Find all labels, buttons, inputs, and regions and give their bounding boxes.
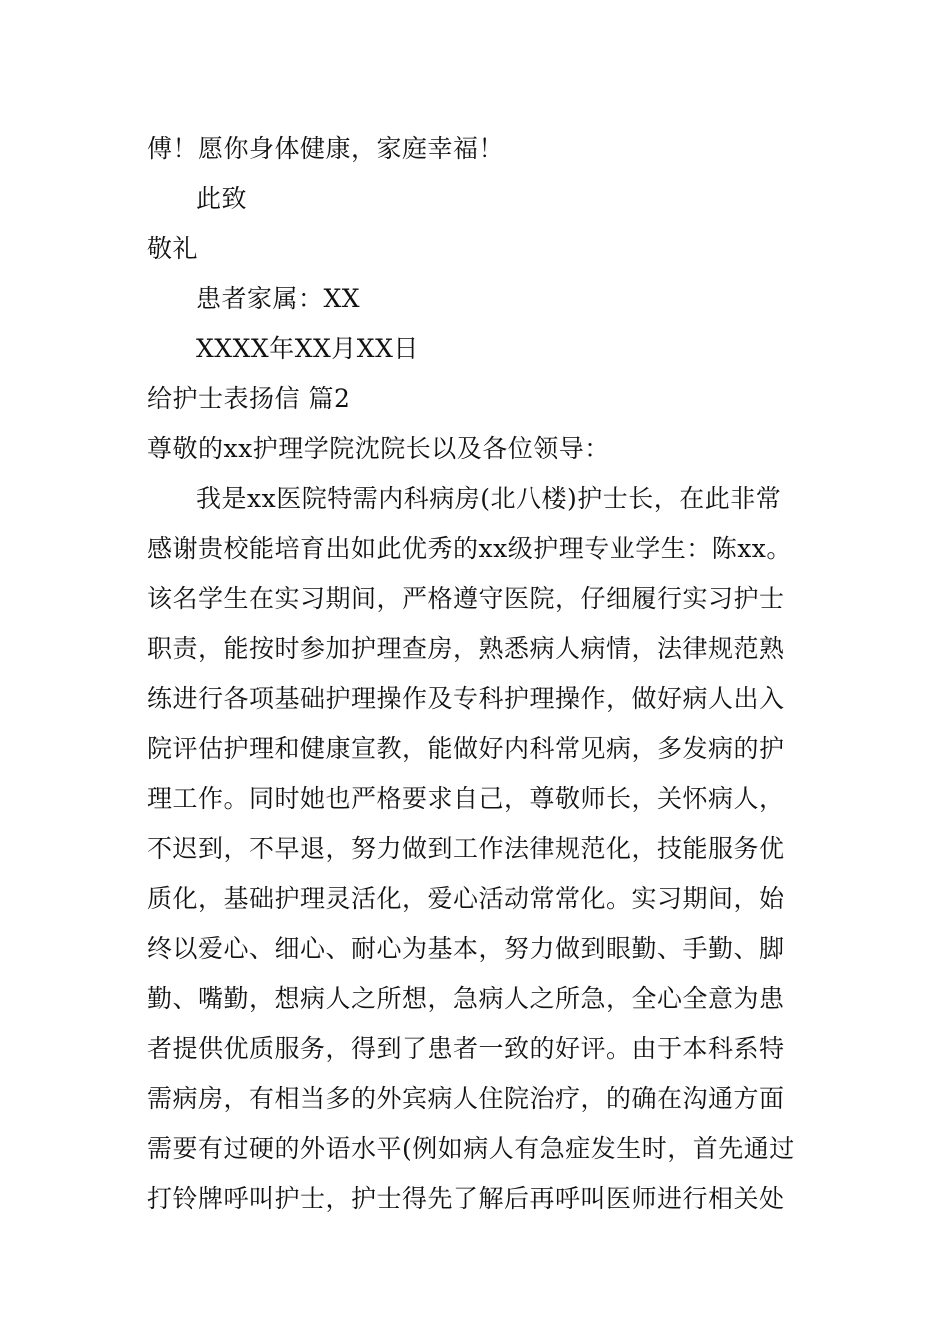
signer-line: 患者家属：XX [196,284,361,313]
body-line: 感谢贵校能培育出如此优秀的xx级护理专业学生：陈xx。 [147,534,792,563]
salutation-jingli: 敬礼 [147,234,199,263]
body-line: 终以爱心、细心、耐心为基本，努力做到眼勤、手勤、脚 [147,934,785,963]
body-line: 该名学生在实习期间，严格遵守医院，仔细履行实习护士 [147,584,785,613]
body-line: 需病房，有相当多的外宾病人住院治疗，的确在沟通方面 [147,1084,785,1113]
body-line: 院评估护理和健康宣教，能做好内科常见病，多发病的护 [147,734,785,763]
body-line: 打铃牌呼叫护士，护士得先了解后再呼叫医师进行相关处 [147,1184,785,1213]
addressee-line: 尊敬的xx护理学院沈院长以及各位领导： [147,434,610,463]
body-line: 需要有过硬的外语水平(例如病人有急症发生时，首先通过 [147,1134,795,1163]
section-heading: 给护士表扬信 篇2 [147,384,351,413]
date-line: XXXX年XX月XX日 [196,334,419,363]
body-line: 勤、嘴勤，想病人之所想，急病人之所急，全心全意为患 [147,984,785,1013]
body-line: 练进行各项基础护理操作及专科护理操作，做好病人出入 [147,684,785,713]
closing-line: 傅！愿你身体健康，家庭幸福！ [147,134,505,163]
body-line: 者提供优质服务，得到了患者一致的好评。由于本科系特 [147,1034,785,1063]
body-line: 我是xx医院特需内科病房(北八楼)护士长，在此非常 [196,484,782,513]
body-line: 理工作。同时她也严格要求自己，尊敬师长，关怀病人， [147,784,785,813]
body-line: 质化，基础护理灵活化，爱心活动常常化。实习期间，始 [147,884,785,913]
body-line: 职责，能按时参加护理查房，熟悉病人病情，法律规范熟 [147,634,785,663]
salutation-cizhi: 此致 [196,184,248,213]
body-line: 不迟到，不早退，努力做到工作法律规范化，技能服务优 [147,834,785,863]
